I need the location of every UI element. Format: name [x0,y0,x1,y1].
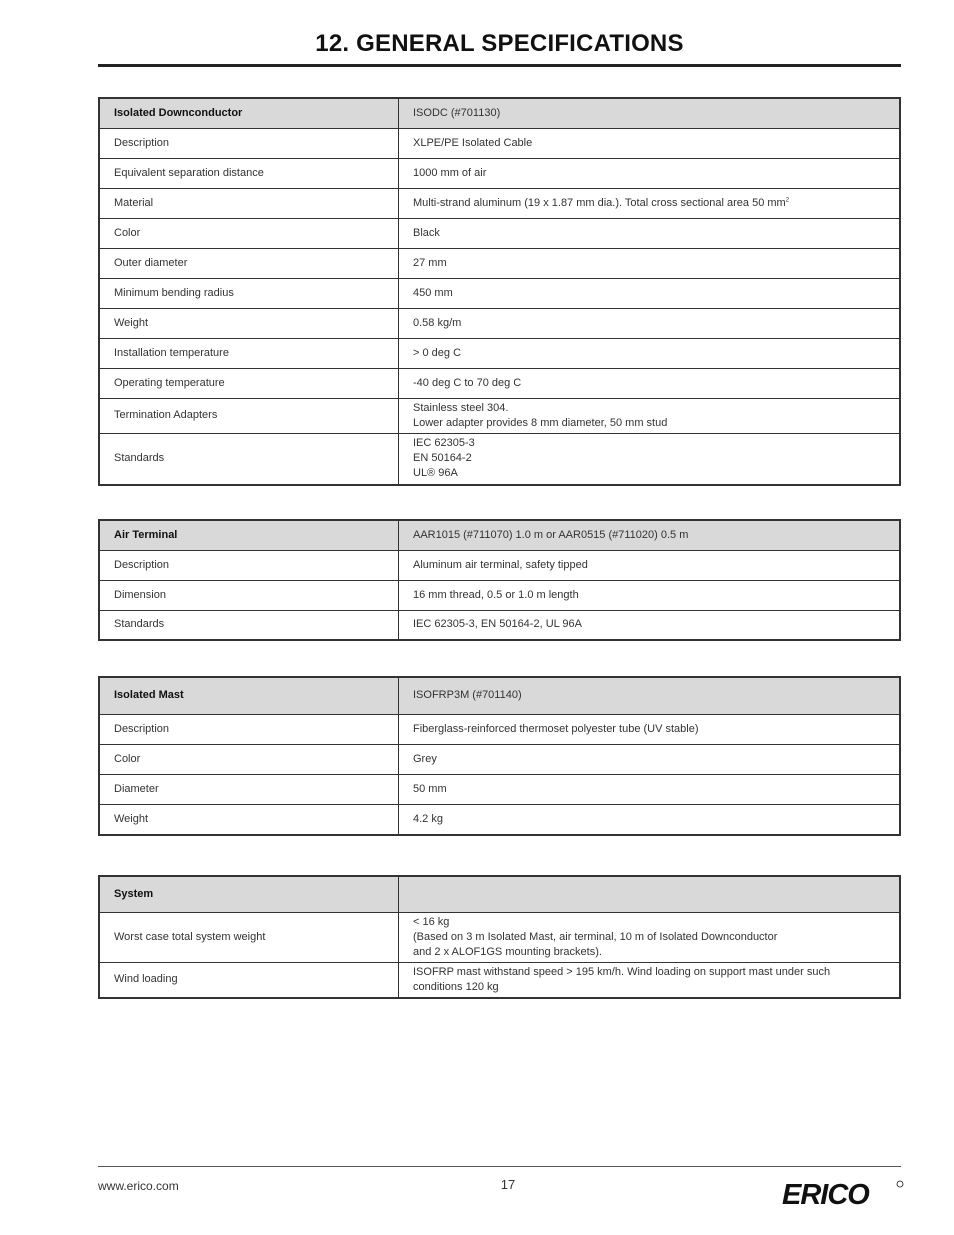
table-row: Dimension 16 mm thread, 0.5 or 1.0 m length [99,580,900,610]
isolated-mast-spec-table [98,676,901,836]
table-row: Worst case total system weight < 16 kg (Based on 3 m Isolated Mast, air terminal, 10 m of Isolated Downconductor and 2 x ALOF1GS mounting brackets). [99,912,900,962]
table-header-value: AAR1015 (#711070) 1.0 m or AAR0515 (#711020) 0.5 m [399,520,901,550]
table-row: Description Fiberglass-reinforced thermoset polyester tube (UV stable) [99,714,900,744]
superscript: 2 [785,196,790,203]
table-row: Outer diameter 27 mm [99,248,900,278]
system-spec-table [98,875,901,999]
table-row: Description XLPE/PE Isolated Cable [99,128,900,158]
table-row: Wind loading ISOFRP mast withstand speed > 195 km/h. Wind loading on support mast under such conditions 120 kg [99,962,900,998]
title-divider [98,64,901,67]
footer-url: www.erico.com [98,1179,179,1193]
registered-mark-icon [897,1181,903,1187]
erico-logo [780,1178,905,1208]
table-header-label: System [99,876,399,912]
logo-wordmark: ERICO [782,1179,869,1208]
table-row: Installation temperature > 0 deg C [99,338,900,368]
table-row: Material Multi-strand aluminum (19 x 1.87 mm dia.). Total cross sectional area 50 $mm^2$ [99,188,900,218]
table-row: Standards IEC 62305-3, EN 50164-2, UL 96A [99,610,900,640]
table-row: Diameter 50 mm [99,774,900,804]
table-header-value: ISOFRP3M (#701140) [399,677,901,714]
table-header-label: Air Terminal [99,520,399,550]
air-terminal-spec-table [98,519,901,641]
table-row: Termination Adapters Stainless steel 304. Lower adapter provides 8 mm diameter, 50 mm stud [99,398,900,433]
page-title: 12. GENERAL SPECIFICATIONS [315,30,684,57]
footer-divider [98,1166,901,1167]
table-header-value [399,876,901,912]
table-header-label: Isolated Downconductor [99,98,399,128]
table-row: Description Aluminum air terminal, safety tipped [99,550,900,580]
downconductor-spec-table [98,97,901,486]
table-row: Standards IEC 62305-3 EN 50164-2 UL® 96A [99,433,900,485]
material-value: Multi-strand aluminum (19 x 1.87 mm dia.). Total cross sectional area 50 mm [413,196,786,209]
table-row: Operating temperature -40 deg C to 70 deg C [99,368,900,398]
table-row: Color Black [99,218,900,248]
table-header-value: ISODC (#701130) [399,98,901,128]
table-row: Equivalent separation distance 1000 mm of air [99,158,900,188]
table-row: Weight 4.2 kg [99,804,900,835]
table-row: Weight 0.58 kg/m [99,308,900,338]
table-row: Minimum bending radius 450 mm [99,278,900,308]
table-header-label: Isolated Mast [99,677,399,714]
table-row: Color Grey [99,744,900,774]
page-number: 17 [500,1177,516,1192]
